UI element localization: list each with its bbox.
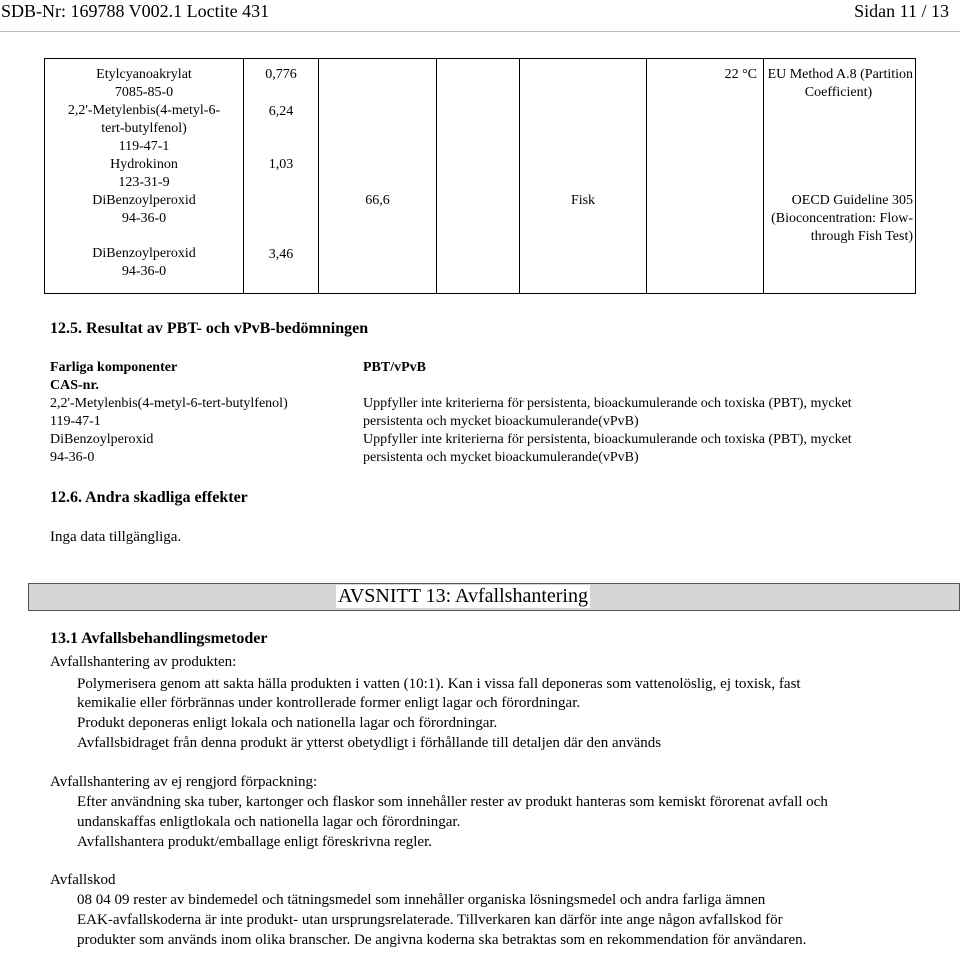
table-border-bottom: [44, 293, 916, 294]
substance-name: Hydrokinon: [110, 157, 178, 172]
table-col-divider: [519, 58, 520, 294]
temperature: 22 °C: [724, 67, 757, 82]
pbt-assessment-cont: persistenta och mycket bioackumulerande(vPvB): [363, 450, 639, 465]
header-divider: [0, 31, 960, 32]
section-heading-12-5: 12.5. Resultat av PBT- och vPvB-bedömningen: [50, 320, 369, 337]
product-disposal-line: Avfallsbidraget från denna produkt är ytterst obetydligt i förhållande till detaljen där den används: [77, 735, 662, 751]
product-disposal-line: kemikalie eller förbrännas under kontrollerade former enligt lagar och förordningar.: [77, 695, 581, 711]
pbt-substance-name: DiBenzoylperoxid: [50, 432, 154, 447]
logpow-value: 6,24: [268, 104, 294, 119]
method-label: OECD Guideline 305: [791, 193, 913, 208]
waste-code-line: produkter som används inom olika branscher. De angivna koderna ska betraktas som en rekommendation för användaren.: [77, 932, 807, 948]
waste-code-line: EAK-avfallskoderna är inte produkt- utan ursprungsrelaterade. Tillverkaren kan därför inte ange någon avfallskod för: [77, 912, 783, 928]
species: Fisk: [570, 193, 596, 208]
substance-cas: 123-31-9: [118, 175, 170, 190]
method-label: EU Method A.8 (Partition: [767, 67, 913, 82]
packaging-disposal-line: Avfallshantera produkt/emballage enligt föreskrivna regler.: [77, 834, 433, 850]
pbt-substance-cas: 119-47-1: [50, 414, 101, 429]
logpow-value: 3,46: [268, 247, 294, 262]
bcf-value: 66,6: [365, 193, 390, 208]
pbt-col-header: Farliga komponenter: [50, 360, 178, 375]
document-header-id: SDB-Nr: 169788 V002.1 Loctite 431: [1, 1, 270, 21]
logpow-value: 1,03: [268, 157, 294, 172]
logpow-value: 0,776: [265, 67, 297, 82]
pbt-assessment: Uppfyller inte kriterierna för persistenta, bioackumulerande och toxiska (PBT), mycket: [363, 432, 852, 447]
table-border-right: [915, 58, 916, 294]
subsection-heading-13-1: 13.1 Avfallsbehandlingsmetoder: [50, 630, 268, 647]
substance-name: DiBenzoylperoxid: [92, 246, 196, 261]
substance-name: Etylcyanoakrylat: [96, 67, 192, 82]
section-heading-12-6: 12.6. Andra skadliga effekter: [50, 489, 248, 506]
waste-code-line: 08 04 09 rester av bindemedel och tätningsmedel som innehåller organiska lösningsmedel och andra farliga ämnen: [77, 892, 766, 908]
product-disposal-line: Polymerisera genom att sakta hälla produkten i vatten (10:1). Kan i vissa fall deponeras som vattenolöslig, ej toxisk, fast: [77, 676, 801, 692]
pbt-assessment-cont: persistenta och mycket bioackumulerande(vPvB): [363, 414, 639, 429]
packaging-disposal-line: Efter användning ska tuber, kartonger och flaskor som innehåller rester av produkt hanteras som kemiskt förorenat avfall och: [77, 794, 828, 810]
table-col-divider: [318, 58, 319, 294]
table-col-divider: [436, 58, 437, 294]
method-label-cont: (Bioconcentration: Flow-: [771, 211, 913, 226]
page-number: Sidan 11 / 13: [854, 1, 949, 21]
product-disposal-line: Produkt deponeras enligt lokala och nationella lagar och förordningar.: [77, 715, 498, 731]
method-label-cont: Coefficient): [804, 85, 873, 100]
table-border-top: [44, 58, 916, 59]
method-label-cont: through Fish Test): [810, 229, 913, 244]
pbt-col-header-cas: CAS-nr.: [50, 378, 99, 393]
packaging-disposal-label: Avfallshantering av ej rengjord förpackning:: [50, 774, 318, 790]
substance-name: DiBenzoylperoxid: [92, 193, 196, 208]
pbt-assessment: Uppfyller inte kriterierna för persistenta, bioackumulerande och toxiska (PBT), mycket: [363, 396, 852, 411]
pbt-substance-name: 2,2'-Metylenbis(4-metyl-6-tert-butylfenol): [50, 396, 288, 411]
waste-code-label: Avfallskod: [50, 872, 116, 888]
table-col-divider: [646, 58, 647, 294]
product-disposal-label: Avfallshantering av produkten:: [50, 654, 237, 670]
substance-cas: 94-36-0: [121, 264, 167, 279]
packaging-disposal-line: undanskaffas enligtlokala och nationella lagar och förordningar.: [77, 814, 461, 830]
substance-name-cont: tert-butylfenol): [101, 121, 187, 136]
no-data-text: Inga data tillgängliga.: [50, 529, 182, 545]
substance-cas: 7085-85-0: [114, 85, 174, 100]
substance-cas: 119-47-1: [118, 139, 170, 154]
section-title: AVSNITT 13: Avfallshantering: [338, 585, 588, 607]
substance-cas: 94-36-0: [121, 211, 167, 226]
substance-name: 2,2'-Metylenbis(4-metyl-6-: [67, 103, 221, 118]
pbt-col-header: PBT/vPvB: [363, 360, 427, 375]
pbt-substance-cas: 94-36-0: [50, 450, 95, 465]
